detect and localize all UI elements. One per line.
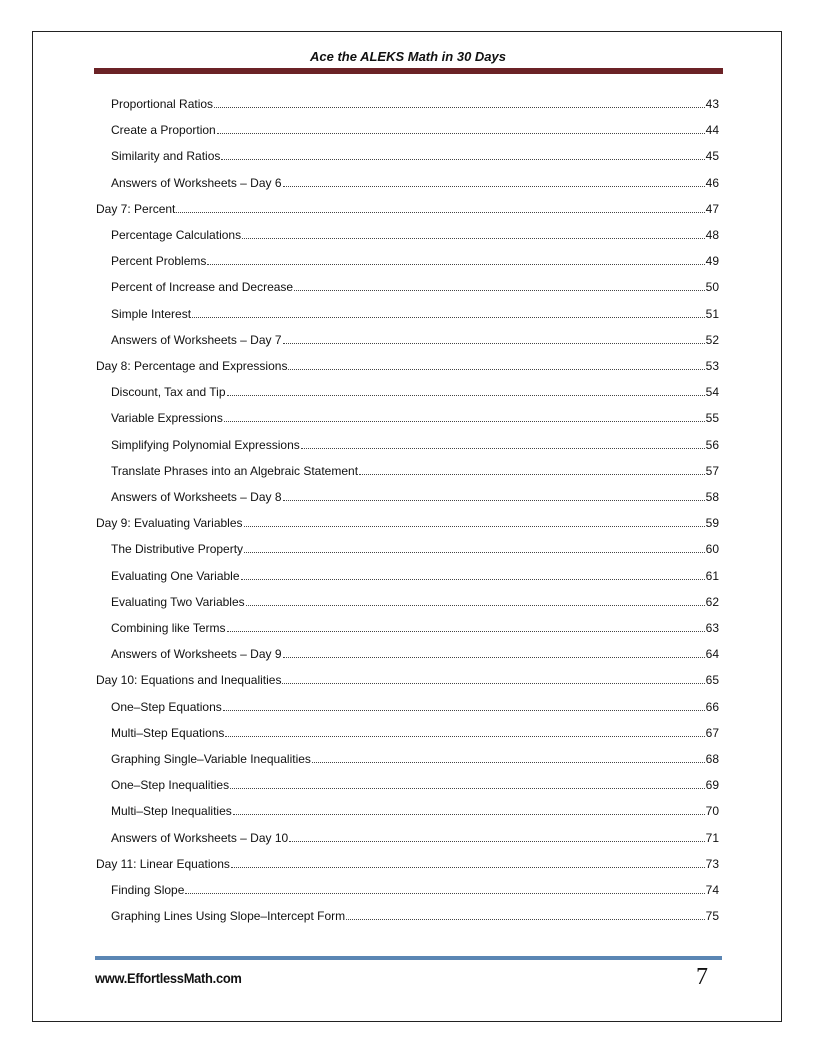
- toc-dot-leader: [225, 725, 704, 737]
- toc-entry-page: 73: [705, 857, 719, 871]
- toc-dot-leader: [230, 777, 705, 789]
- toc-entry-title: Evaluating One Variable: [111, 569, 240, 583]
- toc-dot-leader: [359, 463, 705, 475]
- toc-entry-page: 45: [705, 149, 719, 163]
- toc-entry-page: 46: [705, 176, 719, 190]
- toc-dot-leader: [192, 306, 705, 318]
- toc-entry-title: Day 11: Linear Equations: [96, 857, 230, 871]
- toc-entry-title: Simplifying Polynomial Expressions: [111, 438, 300, 452]
- toc-section-entry[interactable]: [111, 882, 719, 898]
- toc-chapter-entry[interactable]: [96, 358, 719, 374]
- toc-entry-page: 55: [705, 411, 719, 425]
- running-header-title: Ace the ALEKS Math in 30 Days: [309, 49, 506, 64]
- toc-section-entry[interactable]: [111, 489, 719, 505]
- toc-entry-title: One–Step Equations: [111, 700, 222, 714]
- toc-entry-page: 43: [705, 97, 719, 111]
- toc-entry-page: 48: [705, 228, 719, 242]
- toc-dot-leader: [246, 594, 705, 606]
- toc-entry-title: One–Step Inequalities: [111, 778, 230, 792]
- toc-dot-leader: [283, 489, 705, 501]
- toc-entry-title: Answers of Worksheets – Day 8: [111, 490, 282, 504]
- toc-entry-title: Day 7: Percent: [96, 202, 176, 216]
- toc-section-entry[interactable]: [111, 279, 719, 295]
- toc-entry-title: Day 10: Equations and Inequalities: [96, 673, 282, 687]
- toc-entry-page: 65: [705, 673, 719, 687]
- toc-entry-title: Answers of Worksheets – Day 6: [111, 176, 282, 190]
- toc-entry-title: Answers of Worksheets – Day 9: [111, 647, 282, 661]
- toc-chapter-entry[interactable]: [96, 672, 719, 688]
- toc-entry-page: 69: [705, 778, 719, 792]
- toc-entry-page: 54: [705, 385, 719, 399]
- toc-entry-page: 59: [705, 516, 719, 530]
- toc-section-entry[interactable]: [111, 332, 719, 348]
- page-number: 7: [696, 964, 708, 990]
- toc-chapter-entry[interactable]: [96, 515, 719, 531]
- toc-dot-leader: [214, 96, 705, 108]
- toc-entry-page: 57: [705, 464, 719, 478]
- toc-section-entry[interactable]: [111, 463, 719, 479]
- toc-section-entry[interactable]: [111, 803, 719, 819]
- toc-section-entry[interactable]: [111, 410, 719, 426]
- toc-dot-leader: [227, 384, 705, 396]
- toc-entry-page: 56: [705, 438, 719, 452]
- toc-entry-title: Graphing Single–Variable Inequalities: [111, 752, 311, 766]
- toc-section-entry[interactable]: [111, 384, 719, 400]
- toc-entry-title: Discount, Tax and Tip: [111, 385, 226, 399]
- toc-section-entry[interactable]: [111, 594, 719, 610]
- toc-section-entry[interactable]: [111, 908, 719, 924]
- toc-entry-title: Answers of Worksheets – Day 10: [111, 831, 289, 845]
- toc-dot-leader: [224, 410, 705, 422]
- toc-section-entry[interactable]: [111, 699, 719, 715]
- toc-entry-title: Simple Interest: [111, 307, 192, 321]
- toc-entry-title: Day 8: Percentage and Expressions: [96, 359, 288, 373]
- toc-dot-leader: [221, 148, 704, 160]
- toc-section-entry[interactable]: [111, 253, 719, 269]
- toc-entry-title: Variable Expressions: [111, 411, 223, 425]
- toc-entry-title: Multi–Step Equations: [111, 726, 225, 740]
- toc-entry-title: Combining like Terms: [111, 621, 226, 635]
- toc-dot-leader: [288, 358, 704, 370]
- toc-section-entry[interactable]: [111, 620, 719, 636]
- toc-dot-leader: [244, 541, 705, 553]
- toc-entry-title: Finding Slope: [111, 883, 185, 897]
- toc-entry-page: 66: [705, 700, 719, 714]
- toc-entry-page: 71: [705, 831, 719, 845]
- toc-section-entry[interactable]: [111, 646, 719, 662]
- toc-dot-leader: [312, 751, 705, 763]
- toc-entry-page: 52: [705, 333, 719, 347]
- toc-entry-page: 58: [705, 490, 719, 504]
- toc-entry-title: Percent of Increase and Decrease: [111, 280, 294, 294]
- toc-dot-leader: [227, 620, 705, 632]
- toc-section-entry[interactable]: [111, 437, 719, 453]
- toc-entry-page: 70: [705, 804, 719, 818]
- toc-entry-title: Proportional Ratios: [111, 97, 214, 111]
- toc-dot-leader: [223, 699, 705, 711]
- toc-section-entry[interactable]: [111, 175, 719, 191]
- toc-entry-title: Answers of Worksheets – Day 7: [111, 333, 282, 347]
- toc-section-entry[interactable]: [111, 568, 719, 584]
- toc-dot-leader: [283, 332, 705, 344]
- footer-website[interactable]: www.EffortlessMath.com: [95, 970, 242, 986]
- toc-entry-page: 50: [705, 280, 719, 294]
- toc-entry-page: 67: [705, 726, 719, 740]
- toc-entry-title: The Distributive Property: [111, 542, 244, 556]
- toc-entry-title: Similarity and Ratios: [111, 149, 221, 163]
- toc-entry-page: 47: [705, 202, 719, 216]
- toc-dot-leader: [289, 830, 704, 842]
- toc-entry-page: 63: [705, 621, 719, 635]
- toc-section-entry[interactable]: [111, 122, 719, 138]
- toc-section-entry[interactable]: [111, 306, 719, 322]
- toc-section-entry[interactable]: [111, 725, 719, 741]
- toc-dot-leader: [217, 122, 705, 134]
- toc-dot-leader: [283, 175, 705, 187]
- toc-dot-leader: [185, 882, 704, 894]
- toc-dot-leader: [346, 908, 705, 920]
- toc-entry-page: 53: [705, 359, 719, 373]
- toc-dot-leader: [282, 672, 704, 684]
- toc-entry-title: Create a Proportion: [111, 123, 216, 137]
- toc-entry-page: 68: [705, 752, 719, 766]
- toc-chapter-entry[interactable]: [96, 201, 719, 217]
- toc-entry-page: 61: [705, 569, 719, 583]
- toc-section-entry[interactable]: [111, 830, 719, 846]
- toc-entry-page: 44: [705, 123, 719, 137]
- toc-entry-title: Translate Phrases into an Algebraic Statement: [111, 464, 359, 478]
- toc-section-entry[interactable]: [111, 777, 719, 793]
- toc-dot-leader: [207, 253, 704, 265]
- toc-dot-leader: [241, 568, 705, 580]
- toc-dot-leader: [231, 856, 705, 868]
- toc-section-entry[interactable]: [111, 148, 719, 164]
- toc-section-entry[interactable]: [111, 96, 719, 112]
- toc-dot-leader: [233, 803, 705, 815]
- toc-entry-title: Evaluating Two Variables: [111, 595, 245, 609]
- toc-dot-leader: [176, 201, 704, 213]
- toc-entry-title: Day 9: Evaluating Variables: [96, 516, 243, 530]
- toc-dot-leader: [283, 646, 705, 658]
- toc-entry-page: 51: [705, 307, 719, 321]
- toc-section-entry[interactable]: [111, 751, 719, 767]
- toc-dot-leader: [244, 515, 705, 527]
- toc-entry-title: Percentage Calculations: [111, 228, 242, 242]
- toc-section-entry[interactable]: [111, 541, 719, 557]
- toc-entry-title: Graphing Lines Using Slope–Intercept Form: [111, 909, 346, 923]
- toc-section-entry[interactable]: [111, 227, 719, 243]
- toc-entry-page: 62: [705, 595, 719, 609]
- toc-entry-title: Multi–Step Inequalities: [111, 804, 232, 818]
- toc-entry-page: 49: [705, 254, 719, 268]
- toc-entry-title: Percent Problems: [111, 254, 207, 268]
- toc-entry-page: 60: [705, 542, 719, 556]
- toc-entry-page: 64: [705, 647, 719, 661]
- toc-entry-page: 75: [705, 909, 719, 923]
- toc-dot-leader: [294, 279, 705, 291]
- toc-chapter-entry[interactable]: [96, 856, 719, 872]
- toc-dot-leader: [301, 437, 705, 449]
- toc-entry-page: 74: [705, 883, 719, 897]
- toc-dot-leader: [242, 227, 705, 239]
- footer-rule: [95, 956, 722, 960]
